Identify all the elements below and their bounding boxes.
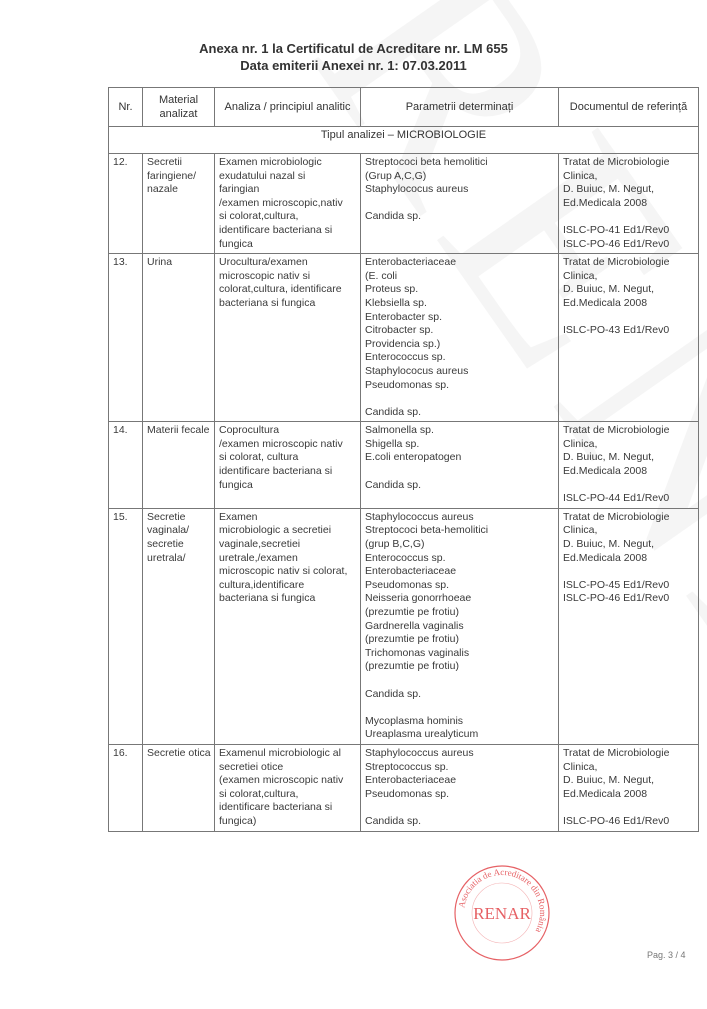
- document-line: ISLC-PO-46 Ed1/Rev0: [563, 237, 670, 250]
- document-line: ISLC-PO-46 Ed1/Rev0: [563, 814, 670, 827]
- parametri-line: Staphylococcus aureus: [365, 746, 474, 759]
- document-line: D. Buiuc, M. Negut,: [563, 183, 655, 196]
- analiza-line: exudatului nazal si: [219, 169, 306, 182]
- document-line: Clinica,: [563, 437, 598, 450]
- parametri-line: Klebsiella sp.: [365, 296, 427, 309]
- cell-parametri: [361, 154, 559, 254]
- parametri-line: Mycoplasma hominis: [365, 714, 464, 727]
- document-line: ISLC-PO-44 Ed1/Rev0: [563, 492, 670, 505]
- accreditation-table: [108, 87, 699, 832]
- parametri-line: Streptococi beta hemolitici: [365, 156, 488, 168]
- analiza-line: fungica: [219, 237, 253, 250]
- document-line: ISLC-PO-46 Ed1/Rev0: [563, 592, 670, 605]
- blank-line: [563, 311, 694, 325]
- cell-parametri: [361, 422, 559, 509]
- table-header-row: [109, 88, 699, 127]
- document-line: Ed.Medicala 2008: [563, 465, 648, 478]
- document-line: Clinica,: [563, 169, 598, 182]
- parametri-line: Pseudomonas sp.: [365, 578, 450, 591]
- parametri-line: Proteus sp.: [365, 283, 419, 296]
- document-line: Clinica,: [563, 269, 598, 282]
- analiza-line: identificare bacteriana si: [219, 223, 333, 236]
- blank-line: [365, 801, 554, 815]
- analiza-line: /examen microscopic,nativ: [219, 196, 343, 209]
- cell-document: [559, 154, 699, 254]
- material-line: Secretie: [147, 510, 186, 523]
- parametri-line: (prezumtie pe frotiu): [365, 633, 459, 646]
- row-number: 16.: [109, 744, 143, 831]
- analiza-line: Examen microbiologic: [219, 156, 322, 168]
- document-line: Ed.Medicala 2008: [563, 196, 648, 209]
- document-line: ISLC-PO-45 Ed1/Rev0: [563, 578, 670, 591]
- parametri-line: Citrobacter sp.: [365, 324, 434, 337]
- parametri-line: Streptococi beta-hemolitici: [365, 524, 489, 537]
- row-number: 13.: [109, 254, 143, 422]
- parametri-line: E.coli enteropatogen: [365, 451, 462, 464]
- cell-document: [559, 422, 699, 509]
- col-header-material: Material analizat: [143, 88, 215, 127]
- parametri-line: Candida sp.: [365, 814, 422, 827]
- parametri-line: Trichomonas vaginalis: [365, 646, 470, 659]
- analiza-line: vaginale,secretiei: [219, 538, 301, 551]
- document-line: Ed.Medicala 2008: [563, 551, 648, 564]
- cell-analiza: [215, 422, 361, 509]
- document-line: Tratat de Microbiologie: [563, 256, 670, 269]
- parametri-line: Providencia sp.): [365, 337, 441, 350]
- blank-line: [563, 801, 694, 815]
- cell-analiza: [215, 154, 361, 254]
- document-line: D. Buiuc, M. Negut,: [563, 774, 655, 787]
- analiza-line: bacteriana si fungica: [219, 592, 316, 605]
- blank-line: [365, 392, 554, 406]
- analiza-line: microbiologic a secretiei: [219, 524, 332, 537]
- document-line: Tratat de Microbiologie: [563, 424, 670, 437]
- row-number: 12.: [109, 154, 143, 254]
- cell-parametri: [361, 508, 559, 744]
- cell-parametri: [361, 744, 559, 831]
- analiza-line: si colorat,cultura,: [219, 210, 299, 223]
- cell-analiza: [215, 254, 361, 422]
- page-number: Pag. 3 / 4: [647, 950, 686, 960]
- parametri-line: Neisseria gonorrhoeae: [365, 592, 472, 605]
- blank-line: [365, 465, 554, 479]
- blank-line: [365, 197, 554, 211]
- cell-document: [559, 254, 699, 422]
- parametri-line: Candida sp.: [365, 405, 422, 418]
- parametri-line: Pseudomonas sp.: [365, 378, 450, 391]
- analiza-line: colorat,cultura, identificare: [219, 283, 342, 296]
- parametri-line: Salmonella sp.: [365, 424, 434, 437]
- header-title: Anexa nr. 1 la Certificatul de Acreditare nr. LM 655: [199, 41, 508, 56]
- stamp-center-text: RENAR: [473, 904, 531, 923]
- analiza-line: bacteriana si fungica: [219, 296, 316, 309]
- parametri-line: Streptococcus sp.: [365, 760, 449, 773]
- row-number: 14.: [109, 422, 143, 509]
- cell-document: [559, 508, 699, 744]
- parametri-line: Shigella sp.: [365, 437, 420, 450]
- parametri-line: Enterococcus sp.: [365, 551, 446, 564]
- blank-line: [563, 565, 694, 579]
- parametri-line: Enterobacteriaceae: [365, 565, 457, 578]
- table-row: [109, 254, 699, 422]
- parametri-line: Enterobacteriaceae: [365, 256, 457, 269]
- document-line: ISLC-PO-41 Ed1/Rev0: [563, 223, 670, 236]
- stamp-outer-text: Asociatia de Acreditare din România: [456, 866, 549, 935]
- material-line: Secretie otica: [147, 746, 211, 759]
- blank-line: [563, 479, 694, 493]
- document-header: [0, 40, 707, 74]
- cell-material: [143, 422, 215, 509]
- document-line: Clinica,: [563, 760, 598, 773]
- material-line: uretrala/: [147, 551, 186, 564]
- blank-line: [365, 674, 554, 688]
- table-row: [109, 422, 699, 509]
- parametri-line: Enterobacter sp.: [365, 310, 443, 323]
- analiza-line: microscopic nativ si colorat,: [219, 565, 348, 578]
- analiza-line: identificare bacteriana si: [219, 801, 333, 814]
- cell-material: [143, 254, 215, 422]
- table-row: [109, 154, 699, 254]
- cell-analiza: [215, 508, 361, 744]
- analiza-line: identificare bacteriana si: [219, 465, 333, 478]
- table-row: [109, 744, 699, 831]
- parametri-line: Staphylococus aureus: [365, 183, 469, 196]
- analiza-line: microscopic nativ si: [219, 269, 311, 282]
- document-line: D. Buiuc, M. Negut,: [563, 538, 655, 551]
- analiza-line: Examenul microbiologic al: [219, 746, 341, 759]
- analiza-line: fungica): [219, 814, 257, 827]
- section-title: Tipul analizei – MICROBIOLOGIE: [109, 127, 699, 154]
- cell-analiza: [215, 744, 361, 831]
- analiza-line: cultura,identificare: [219, 578, 305, 591]
- parametri-line: Pseudomonas sp.: [365, 787, 450, 800]
- cell-document: [559, 744, 699, 831]
- analiza-line: faringian: [219, 183, 260, 196]
- cell-material: [143, 508, 215, 744]
- parametri-line: (Grup A,C,G): [365, 169, 427, 182]
- parametri-line: Ureaplasma urealyticum: [365, 728, 479, 741]
- material-line: Materii fecale: [147, 424, 210, 437]
- analiza-line: /examen microscopic nativ: [219, 437, 343, 450]
- parametri-line: Enterobacteriaceae: [365, 774, 457, 787]
- analiza-line: (examen microscopic nativ: [219, 774, 344, 787]
- analiza-line: si colorat,cultura,: [219, 787, 299, 800]
- material-line: nazale: [147, 183, 178, 196]
- parametri-line: Enterococcus sp.: [365, 351, 446, 364]
- document-line: Tratat de Microbiologie: [563, 156, 670, 168]
- parametri-line: Staphylococus aureus: [365, 364, 469, 377]
- header-date: Data emiterii Anexei nr. 1: 07.03.2011: [240, 58, 467, 73]
- parametri-line: Candida sp.: [365, 687, 422, 700]
- material-line: Secretii: [147, 156, 183, 168]
- parametri-line: (prezumtie pe frotiu): [365, 660, 459, 673]
- analiza-line: Examen: [219, 510, 258, 523]
- material-line: secretie: [147, 538, 184, 551]
- document-line: D. Buiuc, M. Negut,: [563, 451, 655, 464]
- document-line: Tratat de Microbiologie: [563, 510, 670, 523]
- analiza-line: si colorat, cultura: [219, 451, 299, 464]
- analiza-line: secretiei otice: [219, 760, 284, 773]
- document-line: Ed.Medicala 2008: [563, 296, 648, 309]
- section-row: [109, 127, 699, 154]
- parametri-line: (E. coli: [365, 269, 398, 282]
- document-line: Clinica,: [563, 524, 598, 537]
- material-line: Urina: [147, 256, 173, 269]
- parametri-line: Candida sp.: [365, 210, 422, 223]
- col-header-parametri: Parametrii determinați: [361, 88, 559, 127]
- cell-parametri: [361, 254, 559, 422]
- parametri-line: Gardnerella vaginalis: [365, 619, 464, 632]
- analiza-line: fungica: [219, 478, 253, 491]
- parametri-line: (prezumtie pe frotiu): [365, 606, 459, 618]
- cell-material: [143, 744, 215, 831]
- cell-material: [143, 154, 215, 254]
- parametri-line: Candida sp.: [365, 478, 422, 491]
- document-line: ISLC-PO-43 Ed1/Rev0: [563, 324, 670, 337]
- material-line: faringiene/: [147, 169, 197, 182]
- renar-stamp: [452, 863, 552, 963]
- material-line: vaginala/: [147, 524, 190, 537]
- col-header-document: Documentul de referință: [559, 88, 699, 127]
- parametri-line: Staphylococcus aureus: [365, 510, 474, 523]
- col-header-analiza: Analiza / principiul analitic: [215, 88, 361, 127]
- blank-line: [563, 210, 694, 224]
- blank-line: [365, 701, 554, 715]
- document-line: D. Buiuc, M. Negut,: [563, 283, 655, 296]
- document-line: Tratat de Microbiologie: [563, 746, 670, 759]
- analiza-line: uretrale,/examen: [219, 551, 298, 564]
- col-header-nr: Nr.: [109, 88, 143, 127]
- row-number: 15.: [109, 508, 143, 744]
- analiza-line: Coprocultura: [219, 424, 280, 437]
- parametri-line: (grup B,C,G): [365, 538, 425, 551]
- analiza-line: Urocultura/examen: [219, 256, 308, 269]
- table-row: [109, 508, 699, 744]
- document-line: Ed.Medicala 2008: [563, 787, 648, 800]
